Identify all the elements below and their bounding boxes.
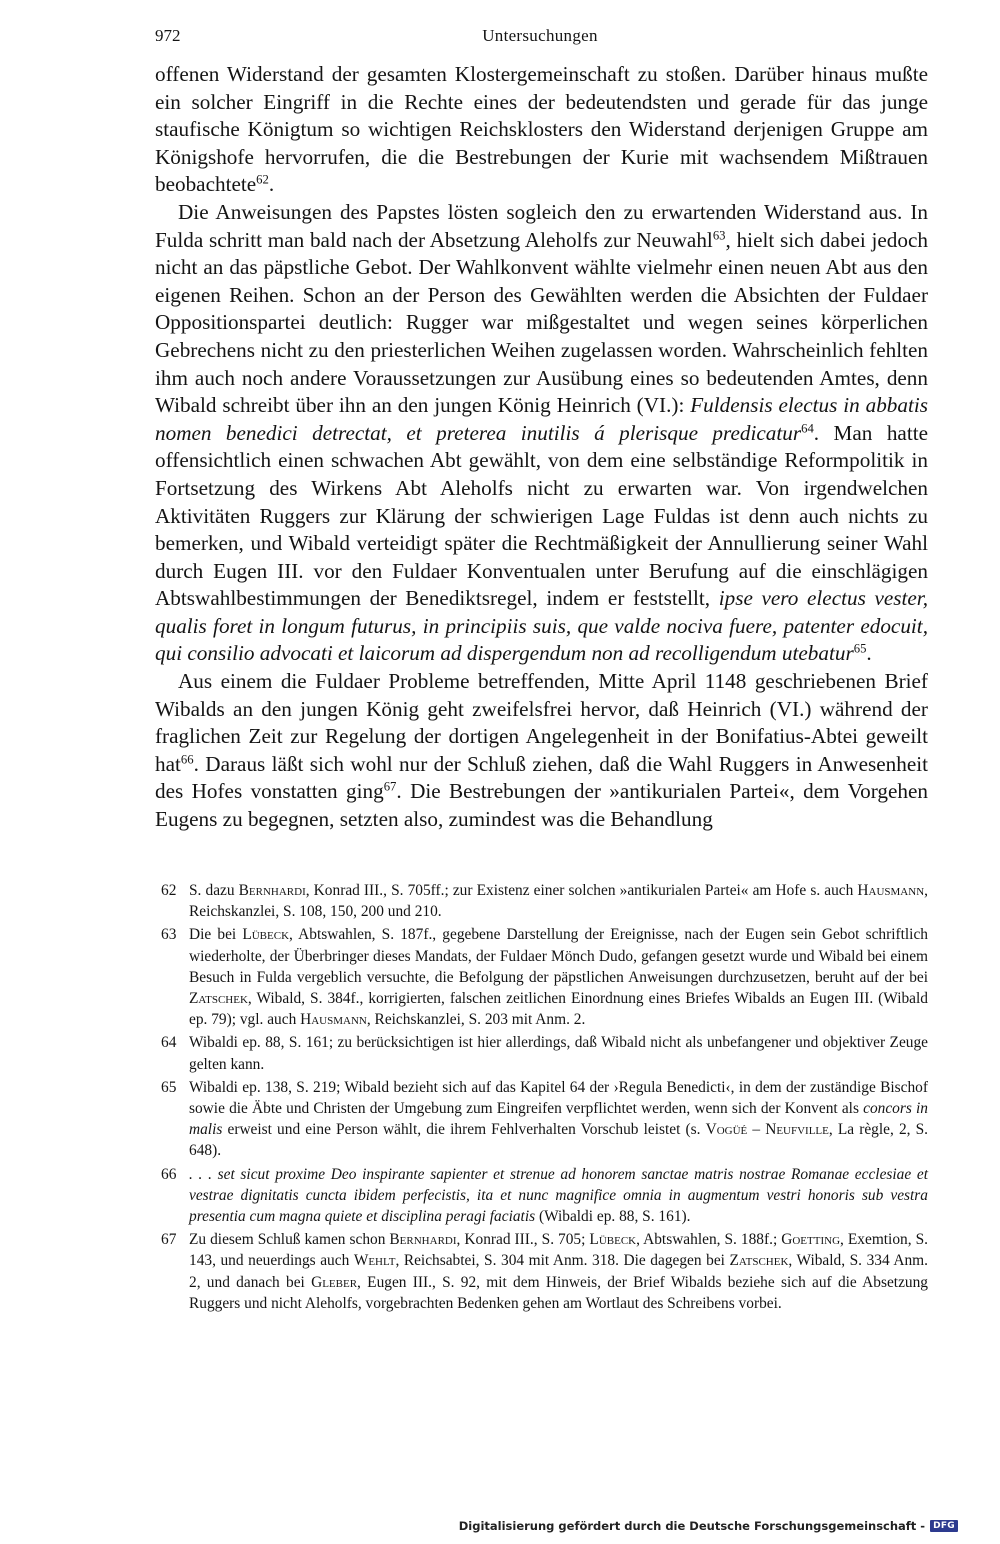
footnote-number: 67 — [161, 1231, 177, 1249]
footnote-number: 66 — [161, 1165, 177, 1183]
footnote-63: 63 Die bei Lübeck, Abtswahlen, S. 187f., gegebene Darstellung der Ereignisse, nach der Eugen sein Gebot schriftlich wiederholte, der Überbringer dieses Mandats, der Fuldaer Mönch Dudo, gefangen gesetzt wurde und Wibald bei einem Besuch in Fulda vergeblich versuchte, die Befolgung der päpstlichen Anweisungen durchzusetzen, beruht auf der bei Zatschek, Wibald, S. 384f., korrigierten, falschen zeitlichen Einordnung eines Briefes Wibalds an Eugen III. (Wibald ep. 79); vgl. auch Hausmann, Reichskanzlei, S. 203 mit Anm. 2. — [161, 926, 928, 1029]
latin-quote: ipse vero electus vester, qualis foret in longum futurus, in principiis suis, que valde nociva fuere, patenter edocuit, qui consilio advocati et laicorum ad dispergendum non ad recolligendum utebatur — [155, 586, 928, 666]
author-name: Hausmann — [300, 1011, 367, 1029]
author-name: Bernhardi — [389, 1231, 457, 1249]
footnote-ref-62[interactable]: 62 — [256, 172, 269, 187]
author-name: Lübeck — [589, 1231, 637, 1249]
footnote-62: 62 S. dazu Bernhardi, Konrad III., S. 705ff.; zur Existenz einer solchen »antikurialen Partei« am Hofe s. auch Hausmann, Reichskanzlei, S. 108, 150, 200 und 210. — [161, 882, 928, 921]
author-name: Hausmann — [857, 882, 925, 899]
footnote-ref-67[interactable]: 67 — [383, 779, 397, 794]
main-text — [155, 61, 928, 834]
author-name: Zatschek — [189, 990, 248, 1008]
footnote-number: 64 — [161, 1034, 177, 1052]
paragraph-1: offenen Widerstand der gesamten Klostergemeinschaft zu stoßen. Darüber hinaus mußte ein solcher Eingriff in die Rechte eines der bedeutendsten und gerade für das junge staufische Königtum so wichtigen Reichsklosters den Widerstand derjenigen Gruppe am Königshofe hervorrufen, die die Bestrebungen der Kurie mit wachsendem Mißtrauen beobachtete$^{62}$. — [155, 62, 928, 197]
footnote-number: 62 — [161, 882, 177, 899]
footnote-ref-63[interactable]: 63 — [712, 227, 726, 242]
funding-footer — [459, 1519, 958, 1533]
page-number: 972 — [155, 26, 181, 45]
author-name: Goetting — [781, 1231, 841, 1249]
author-name: Gleber — [311, 1273, 358, 1291]
author-name: Lübeck — [242, 926, 290, 944]
author-name: Zatschek — [729, 1252, 789, 1270]
paragraph-3: Aus einem die Fuldaer Probleme betreffenden, Mitte April 1148 geschriebenen Brief Wibalds an den jungen König geht zweifelsfrei hervor, daß Heinrich (VI.) während der fraglichen Zeit zur Regelung der dortigen Angelegenheit in der Bonifatius-Abtei geweilt hat$^{66}$. Daraus läßt sich wohl nur der Schluß ziehen, daß die Wahl Ruggers in Anwesenheit des Hofes vonstatten ging$^{67}$. Die Bestrebungen der »antikurialen Partei«, dem Vorgehen Eugens zu begegnen, setzten also, zumindest was die Behandlung — [155, 669, 928, 832]
latin-phrase: concors in malis — [189, 1100, 928, 1139]
dfg-logo: DFG — [930, 1520, 958, 1532]
author-name: Bernhardi — [238, 882, 306, 899]
footnote-66: 66 . . . set sicut proxime Deo inspirante sapienter et strenue ad honorem sanctae matris nostrae Romanae ecclesiae et vestrae dignitatis cuncta ibidem perfecistis, ita et nunc magnifice omnia in augmentum vestri honoris sub vestra presentia cum magna quiete et disciplina peragi faciatis (Wibaldi ep. 88, S. 161). — [161, 1165, 928, 1226]
page-header — [155, 26, 925, 52]
footnotes — [161, 880, 928, 1316]
footnote-ref-66[interactable]: 66 — [180, 752, 194, 767]
author-name: Wehlt — [353, 1252, 396, 1270]
paragraph-2: Die Anweisungen des Papstes lösten sogleich den zu erwartenden Widerstand aus. In Fulda schritt man bald nach der Absetzung Aleholfs zur Neuwahl$^{63}$, hielt sich dabei jedoch nicht an das päpstliche Gebot. Der Wahlkonvent wählte vielmehr einen neuen Abt aus den eigenen Reihen. Schon an der Person des Gewählten werden die Absichten der Fuldaer Oppositionspartei deutlich: Rugger war mißgestaltet und wegen seines körperlichen Gebrechens nicht zu den priesterlichen Weihen zugelassen worden. Wahrscheinlich fehlten ihm auch noch andere Voraussetzungen zur Ausübung eines so bedeutenden Amtes, denn Wibald schreibt über ihn an den jungen König Heinrich (VI.): Fuldensis electus in abbatis nomen benedici detrectat, et preterea inutilis á plerisque predicatur$^{64}$. Man hatte offensichtlich einen schwachen Abt gewählt, von dem eine selbständige Reformpolitik in Fortsetzung des Wirkens Abt Aleholfs nicht zu erwarten war. Von irgendwelchen Aktivitäten Ruggers zur Klärung der schwierigen Lage Fuldas ist denn auch nichts zu bemerken, und Wibald verteidigt später die Rechtmäßigkeit der Annullierung seiner Wahl durch Eugen III. vor den Fuldaer Konventualen unter Berufung auf die einschlägigen Abtswahlbestimmungen der Benediktsregel, indem er feststellt, ipse vero electus vester, qualis foret in longum futurus, in principiis suis, que valde nociva fuere, patenter edocuit, qui consilio advocati et laicorum ad dispergendum non ad recolligendum utebatur$^{65}$. — [155, 199, 928, 666]
latin-quote: . . . set sicut proxime Deo inspirante sapienter et strenue ad honorem sanctae matris nostrae Romanae ecclesiae et vestrae dignitatis cuncta ibidem perfecistis, ita et nunc magnifice omnia in augmentum vestri honoris sub vestra presentia cum magna quiete et disciplina peragi faciatis — [189, 1165, 928, 1226]
footnote-number: 65 — [161, 1078, 177, 1096]
footnote-67: 67 Zu diesem Schluß kamen schon Bernhardi, Konrad III., S. 705; Lübeck, Abtswahlen, S. 188f.; Goetting, Exemtion, S. 143, und neuerdings auch Wehlt, Reichsabtei, S. 304 mit Anm. 318. Die dagegen bei Zatschek, Wibald, S. 334 Anm. 2, und danach bei Gleber, Eugen III., S. 92, mit dem Hinweis, der Brief Wibalds beziehe sich auf die Absetzung Ruggers und nicht Aleholfs, vorgebrachten Bedenken gehen am Wortlaut des Schreibens vorbei. — [161, 1231, 928, 1312]
running-head: Untersuchungen — [482, 26, 598, 45]
footnote-ref-64[interactable]: 64 — [801, 421, 814, 436]
author-name: Vogüé – Neufville — [705, 1121, 829, 1139]
footnote-number: 63 — [161, 926, 177, 944]
funding-note: Digitalisierung gefördert durch die Deutsche Forschungsgemeinschaft - — [458, 1519, 926, 1533]
footnote-64: 64 Wibaldi ep. 88, S. 161; zu berücksichtigen ist hier allerdings, daß Wibald nicht als unbefangener und objektiver Zeuge gelten kann. — [161, 1034, 928, 1073]
footnote-ref-65[interactable]: 65 — [853, 641, 867, 656]
latin-quote: Fuldensis electus in abbatis nomen benedici detrectat, et preterea inutilis á plerisque predicatur — [155, 393, 928, 445]
footnote-65: 65 Wibaldi ep. 138, S. 219; Wibald bezieht sich auf das Kapitel 64 der ›Regula Benedicti‹, in dem der zuständige Bischof sowie die Äbte und Christen der Umgebung zum Eingreifen verpflichtet werden, wenn sich der Konvent als concors in malis erweist und eine Person wählt, die ihrem Fehlverhalten Vorschub leistet (s. Vogüé – Neufville, La règle, 2, S. 648). — [161, 1078, 929, 1160]
